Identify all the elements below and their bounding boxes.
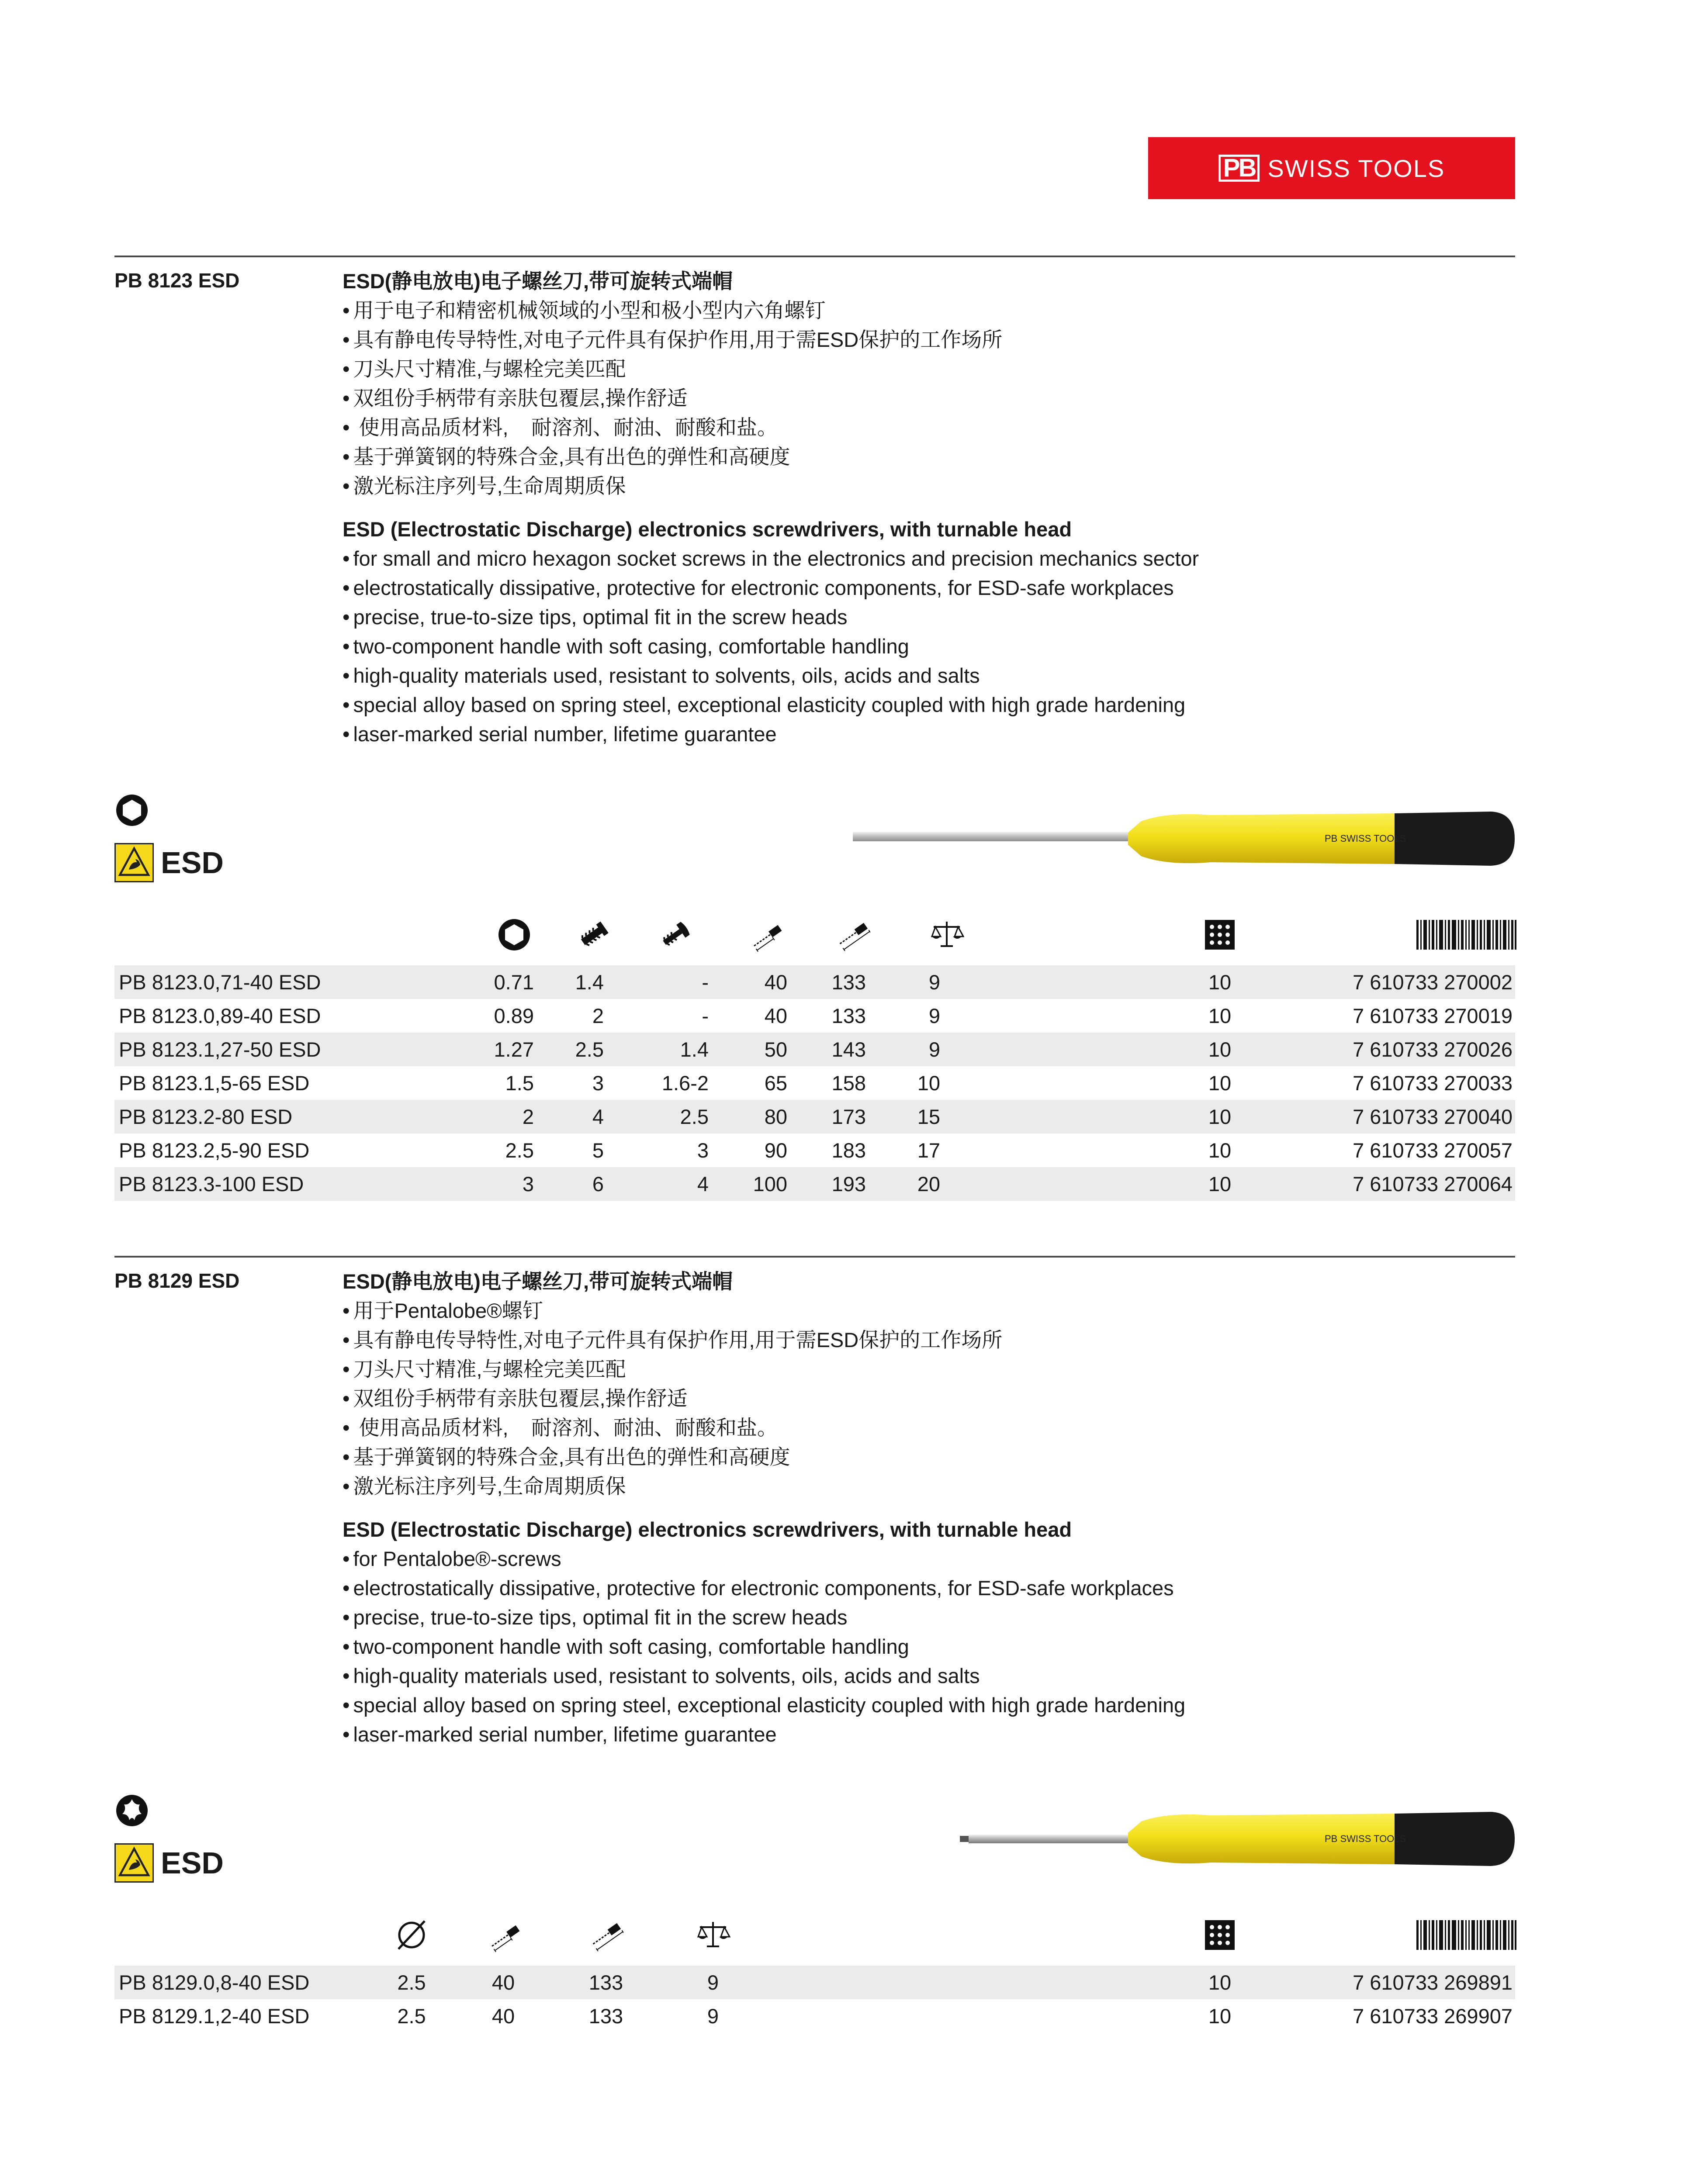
cell-thread: 2.5 [575, 1038, 604, 1061]
cell-thread: 1.4 [575, 971, 604, 994]
cell-total-length: 173 [831, 1105, 866, 1128]
en-bullet: • precise, true-to-size tips, optimal fit in the screw heads [343, 602, 1478, 632]
cell-blade-length: 65 [764, 1071, 787, 1095]
article-number: PB 8123.0,89-40 ESD [119, 1004, 321, 1027]
en-bullet: • two-component handle with soft casing, comfortable handling [343, 632, 1478, 661]
en-heading: ESD (Electrostatic Discharge) electronics screwdrivers, with turnable head [343, 518, 1072, 541]
cell-weight: 17 [917, 1139, 940, 1162]
hexagon-icon [497, 917, 532, 952]
en-bullet: • special alloy based on spring steel, exceptional elasticity coupled with high grade hardening [343, 1690, 1478, 1720]
esd-warning-icon [114, 1843, 154, 1883]
cell-blade-length: 90 [764, 1139, 787, 1162]
zh-heading: ESD(静电放电)电子螺丝刀,带可旋转式端帽 [343, 1270, 733, 1293]
cell-total-length: 133 [588, 2004, 623, 2028]
cell-head: - [702, 1004, 709, 1027]
brand-mark: PB [1218, 155, 1260, 182]
cell-blade-length: 40 [764, 971, 787, 994]
cell-blade-length: 40 [764, 1004, 787, 1027]
screw-thread-icon [576, 917, 611, 952]
pentalobe-icon [114, 1793, 149, 1828]
cell-blade-length: 100 [753, 1172, 787, 1196]
package-qty-icon [1202, 917, 1237, 952]
zh-bullet: • 使用高品质材料, 耐溶剂、耐油、耐酸和盐。 [343, 1413, 1478, 1442]
zh-bullet: • 用于电子和精密机械领域的小型和极小型内六角螺钉 [343, 296, 1478, 325]
product-code: PB 8123 ESD [114, 269, 240, 292]
en-bullet: • two-component handle with soft casing, comfortable handling [343, 1632, 1478, 1661]
article-number: PB 8123.0,71-40 ESD [119, 971, 321, 994]
brand-logo-box [1148, 137, 1515, 199]
product-description [343, 266, 1478, 749]
en-bullet: • laser-marked serial number, lifetime guarantee [343, 719, 1478, 749]
cell-thread: 4 [592, 1105, 604, 1128]
cell-total-length: 183 [831, 1139, 866, 1162]
zh-bullet: • 刀头尺寸精准,与螺栓完美匹配 [343, 354, 1478, 384]
brand-name: SWISS TOOLS [1267, 154, 1445, 182]
table-row [114, 965, 1515, 999]
zh-bullet: • 刀头尺寸精准,与螺栓完美匹配 [343, 1355, 1478, 1384]
cell-head: 3 [697, 1139, 709, 1162]
article-number: PB 8123.3-100 ESD [119, 1172, 304, 1196]
section-divider [114, 256, 1515, 257]
blade-length-icon [748, 917, 783, 952]
cell-qty: 10 [1208, 2004, 1232, 2028]
article-number: PB 8123.1,5-65 ESD [119, 1071, 310, 1095]
cell-weight: 9 [707, 1971, 719, 1994]
zh-heading: ESD(静电放电)电子螺丝刀,带可旋转式端帽 [343, 270, 733, 293]
cell-qty: 10 [1208, 1071, 1232, 1095]
article-number: PB 8129.0,8-40 ESD [119, 1971, 310, 1994]
cell-size: 1.5 [505, 1071, 534, 1095]
cell-head: 1.4 [680, 1038, 709, 1061]
cell-qty: 10 [1208, 971, 1232, 994]
cell-ean: 7 610733 269907 [1353, 2004, 1513, 2028]
cell-blade-length: 40 [492, 1971, 515, 1994]
table-row [114, 1066, 1515, 1100]
zh-bullet: • 激光标注序列号,生命周期质保 [343, 1472, 1478, 1501]
en-bullet: • electrostatically dissipative, protective for electronic components, for ESD-safe workplaces [343, 573, 1478, 602]
zh-bullet: • 使用高品质材料, 耐溶剂、耐油、耐酸和盐。 [343, 413, 1478, 442]
scale-weight-icon [929, 917, 964, 952]
esd-badge [114, 1843, 224, 1883]
en-bullet: • electrostatically dissipative, protective for electronic components, for ESD-safe workplaces [343, 1573, 1478, 1603]
en-bullet: • for Pentalobe®-screws [343, 1544, 1478, 1573]
article-number: PB 8123.1,27-50 ESD [119, 1038, 321, 1061]
cell-total-length: 158 [831, 1071, 866, 1095]
zh-bullet: • 具有静电传导特性,对电子元件具有保护作用,用于需ESD保护的工作场所 [343, 1325, 1478, 1355]
brand-logo [1218, 154, 1445, 183]
cell-ean: 7 610733 270026 [1353, 1038, 1513, 1061]
product-description [343, 1267, 1478, 1749]
esd-label: ESD [161, 846, 224, 880]
table-row [114, 1966, 1515, 1999]
cell-total-length: 133 [831, 1004, 866, 1027]
zh-bullet: • 用于Pentalobe®螺钉 [343, 1296, 1478, 1325]
cell-diameter: 2.5 [397, 2004, 426, 2028]
blade-length-icon [486, 1918, 521, 1952]
table-row [114, 999, 1515, 1033]
esd-label: ESD [161, 1846, 224, 1880]
cell-blade-length: 80 [764, 1105, 787, 1128]
barcode-icon [1416, 1918, 1517, 1952]
cell-thread: 6 [592, 1172, 604, 1196]
cell-ean: 7 610733 270040 [1353, 1105, 1513, 1128]
zh-bullet: • 具有静电传导特性,对电子元件具有保护作用,用于需ESD保护的工作场所 [343, 325, 1478, 354]
screwdriver-image [853, 804, 1517, 874]
screwdriver-image [960, 1804, 1517, 1874]
barcode-icon [1416, 917, 1517, 952]
cell-size: 0.71 [494, 971, 534, 994]
cell-total-length: 133 [831, 971, 866, 994]
cell-qty: 10 [1208, 1105, 1232, 1128]
cell-weight: 15 [917, 1105, 940, 1128]
table-row [114, 1167, 1515, 1201]
cell-total-length: 133 [588, 1971, 623, 1994]
en-bullet: • high-quality materials used, resistant to solvents, oils, acids and salts [343, 661, 1478, 690]
product-code: PB 8129 ESD [114, 1269, 240, 1292]
en-heading: ESD (Electrostatic Discharge) electronics screwdrivers, with turnable head [343, 1518, 1072, 1541]
table-row [114, 1999, 1515, 2033]
zh-bullet: • 双组份手柄带有亲肤包覆层,操作舒适 [343, 384, 1478, 413]
screw-head-icon [658, 917, 693, 952]
zh-bullet: • 基于弹簧钢的特殊合金,具有出色的弹性和高硬度 [343, 442, 1478, 471]
cell-blade-length: 50 [764, 1038, 787, 1061]
cell-weight: 9 [928, 1038, 940, 1061]
cell-total-length: 193 [831, 1172, 866, 1196]
total-length-icon [835, 917, 870, 952]
cell-thread: 3 [592, 1071, 604, 1095]
zh-bullet: • 双组份手柄带有亲肤包覆层,操作舒适 [343, 1384, 1478, 1413]
cell-ean: 7 610733 270033 [1353, 1071, 1513, 1095]
cell-ean: 7 610733 270019 [1353, 1004, 1513, 1027]
handle-brand-text: PB SWISS TOOLS [1325, 1833, 1406, 1844]
cell-blade-length: 40 [492, 2004, 515, 2028]
cell-weight: 9 [707, 2004, 719, 2028]
cell-thread: 2 [592, 1004, 604, 1027]
scale-weight-icon [696, 1918, 730, 1952]
cell-ean: 7 610733 269891 [1353, 1971, 1513, 1994]
cell-size: 3 [522, 1172, 534, 1196]
cell-qty: 10 [1208, 1139, 1232, 1162]
cell-weight: 10 [917, 1071, 940, 1095]
cell-weight: 9 [928, 1004, 940, 1027]
table-row [114, 1100, 1515, 1133]
cell-ean: 7 610733 270064 [1353, 1172, 1513, 1196]
cell-head: 1.6-2 [661, 1071, 709, 1095]
table-row [114, 1133, 1515, 1167]
article-number: PB 8129.1,2-40 ESD [119, 2004, 310, 2028]
diameter-icon [394, 1918, 429, 1952]
en-bullet: • laser-marked serial number, lifetime guarantee [343, 1720, 1478, 1749]
section-divider [114, 1256, 1515, 1258]
en-bullet: • for small and micro hexagon socket screws in the electronics and precision mechanics sector [343, 544, 1478, 573]
esd-badge [114, 843, 224, 882]
cell-qty: 10 [1208, 1971, 1232, 1994]
zh-bullet: • 激光标注序列号,生命周期质保 [343, 471, 1478, 501]
esd-warning-icon [114, 843, 154, 882]
en-bullet: • special alloy based on spring steel, exceptional elasticity coupled with high grade hardening [343, 690, 1478, 719]
cell-thread: 5 [592, 1139, 604, 1162]
hexagon-socket-icon [114, 793, 149, 828]
cell-qty: 10 [1208, 1004, 1232, 1027]
cell-head: - [702, 971, 709, 994]
cell-weight: 9 [928, 971, 940, 994]
handle-brand-text: PB SWISS TOOLS [1325, 833, 1406, 844]
total-length-icon [588, 1918, 623, 1952]
cell-qty: 10 [1208, 1038, 1232, 1061]
cell-ean: 7 610733 270057 [1353, 1139, 1513, 1162]
cell-head: 2.5 [680, 1105, 709, 1128]
cell-size: 2.5 [505, 1139, 534, 1162]
cell-size: 2 [522, 1105, 534, 1128]
cell-total-length: 143 [831, 1038, 866, 1061]
en-bullet: • precise, true-to-size tips, optimal fit in the screw heads [343, 1603, 1478, 1632]
cell-size: 1.27 [494, 1038, 534, 1061]
cell-head: 4 [697, 1172, 709, 1196]
package-qty-icon [1202, 1918, 1237, 1952]
cell-ean: 7 610733 270002 [1353, 971, 1513, 994]
en-bullet: • high-quality materials used, resistant to solvents, oils, acids and salts [343, 1661, 1478, 1690]
cell-weight: 20 [917, 1172, 940, 1196]
cell-qty: 10 [1208, 1172, 1232, 1196]
cell-diameter: 2.5 [397, 1971, 426, 1994]
article-number: PB 8123.2,5-90 ESD [119, 1139, 310, 1162]
article-number: PB 8123.2-80 ESD [119, 1105, 293, 1128]
table-row [114, 1033, 1515, 1066]
cell-size: 0.89 [494, 1004, 534, 1027]
zh-bullet: • 基于弹簧钢的特殊合金,具有出色的弹性和高硬度 [343, 1442, 1478, 1472]
